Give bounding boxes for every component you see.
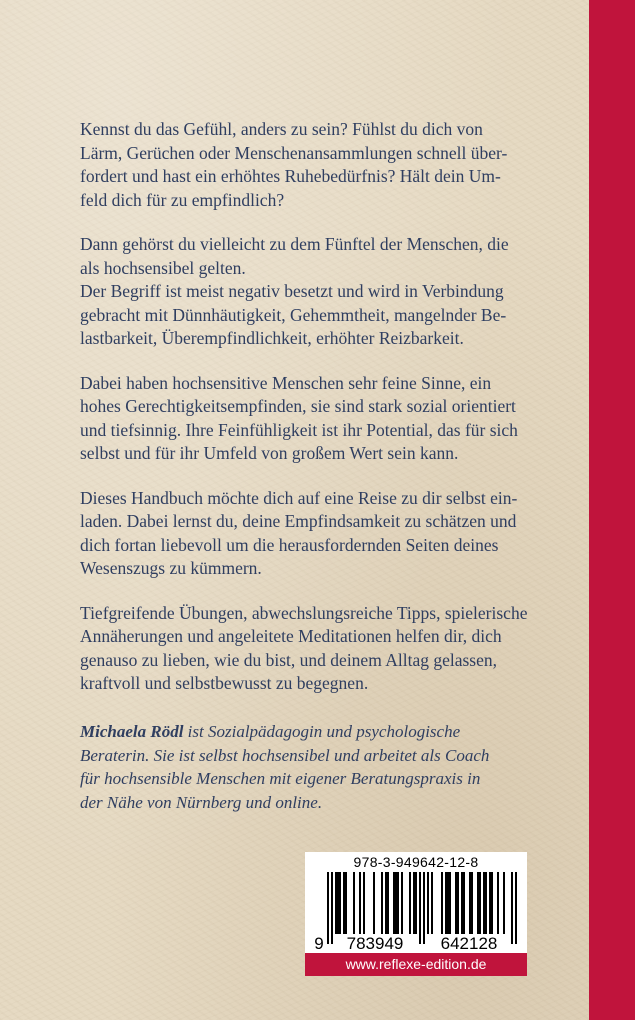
barcode-bar	[491, 872, 493, 934]
text-line: gebracht mit Dünnhäutigkeit, Gehemmtheit, mangelnder Be-	[80, 304, 507, 325]
barcode-bars	[305, 852, 527, 953]
barcode-bar	[431, 872, 433, 934]
text-line: feld dich für zu empfindlich?	[80, 189, 285, 210]
barcode-bar	[483, 872, 485, 934]
barcode-bar	[489, 872, 491, 934]
barcode-bar	[395, 872, 397, 934]
barcode-bar	[413, 872, 415, 934]
bio-text: ist Sozialpädagogin und psychologische	[183, 722, 461, 741]
barcode-bar	[477, 872, 479, 934]
barcode-bar	[397, 872, 399, 934]
barcode-bar	[503, 872, 505, 934]
barcode-bar	[373, 872, 375, 934]
barcode-bar	[409, 872, 411, 934]
barcode-bar	[415, 872, 417, 934]
barcode-bar	[343, 872, 345, 934]
paragraph-4	[80, 487, 554, 581]
text-line: Annäherungen und angeleitete Meditationen helfen dir, dich	[80, 626, 502, 646]
text-line: Dieses Handbuch möchte dich auf eine Reise zu dir selbst ein-	[80, 487, 518, 508]
bio-line: der Nähe von Nürnberg und online.	[80, 792, 323, 812]
text-line: Lärm, Gerüchen oder Menschenansammlungen schnell über-	[80, 142, 508, 163]
isbn-label: 978-3-949642-12-8	[353, 854, 479, 870]
text-line: hohes Gerechtigkeitsempfinden, sie sind stark sozial orientiert	[80, 396, 516, 416]
bio-line	[80, 720, 550, 744]
text-line: Tiefgreifende Übungen, abwechslungsreiche Tipps, spielerische	[80, 602, 528, 623]
barcode-digit-first: 9	[314, 934, 324, 953]
barcode-bar	[485, 872, 487, 934]
barcode-bar	[511, 872, 513, 944]
barcode-digits-right: 642128	[440, 934, 498, 953]
barcode-bar	[449, 872, 451, 934]
barcode-bar	[393, 872, 395, 934]
barcode-bar	[455, 872, 457, 934]
text-line: Dann gehörst du vielleicht zu dem Fünftel der Menschen, die	[80, 234, 509, 254]
barcode-bar	[441, 872, 443, 934]
barcode-bar	[457, 872, 459, 934]
barcode-bar	[327, 872, 329, 944]
blurb	[80, 118, 554, 717]
text-line: dich fortan liebevoll um die herausfordernden Seiten deines	[80, 534, 499, 555]
barcode-bar	[423, 872, 425, 944]
barcode-bar	[381, 872, 383, 934]
barcode-bar	[463, 872, 465, 934]
barcode-bar	[331, 872, 333, 944]
text-line: Wesenszugs zu kümmern.	[80, 558, 262, 578]
barcode-bar	[363, 872, 365, 934]
text-line: fordert und hast ein erhöhtes Ruhebedürfnis? Hält dein Um-	[80, 166, 501, 186]
barcode-bar	[471, 872, 473, 934]
barcode-bar	[337, 872, 339, 934]
paragraph-1	[80, 118, 554, 212]
barcode-bar	[461, 872, 463, 934]
text-line: genauso zu lieben, wie du bist, und deinem Alltag gelassen,	[80, 649, 497, 670]
text-line: selbst und für ihr Umfeld von großem Wert sein kann.	[80, 443, 459, 463]
barcode-bar	[339, 872, 341, 934]
text-line: Der Begriff ist meist negativ besetzt und wird in Verbindung	[80, 281, 504, 301]
spine-stripe	[589, 0, 635, 1020]
barcode-bar	[427, 872, 429, 934]
paragraph-2	[80, 233, 554, 351]
barcode-bar	[447, 872, 449, 934]
barcode-bar	[469, 872, 471, 934]
barcode-bar	[445, 872, 447, 934]
barcode-bar	[401, 872, 403, 934]
text-line: als hochsensibel gelten.	[80, 257, 246, 278]
barcode-bar	[335, 872, 337, 934]
author-bio	[80, 720, 550, 814]
text-line: Kennst du das Gefühl, anders zu sein? Fühlst du dich von	[80, 119, 483, 139]
text-line: laden. Dabei lernst du, deine Empfindsamkeit zu schätzen und	[80, 511, 517, 531]
text-line: lastbarkeit, Überempfindlichkeit, erhöhter Reizbarkeit.	[80, 328, 464, 348]
barcode-bar	[359, 872, 361, 934]
bio-line: für hochsensible Menschen mit eigener Beratungspraxis in	[80, 769, 481, 788]
text-line: und tiefsinnig. Ihre Feinfühligkeit ist ihr Potential, das für sich	[80, 419, 518, 440]
text-line: Dabei haben hochsensitive Menschen sehr feine Sinne, ein	[80, 372, 492, 393]
barcode-bar	[497, 872, 499, 934]
barcode	[305, 852, 527, 953]
paragraph-5	[80, 602, 554, 696]
barcode-digits-left: 783949	[346, 934, 404, 953]
publisher-url[interactable]: www.reflexe-edition.de	[305, 953, 527, 976]
barcode-bar	[345, 872, 347, 934]
barcode-bar	[385, 872, 387, 934]
barcode-bar	[353, 872, 355, 934]
text-line: kraftvoll und selbstbewusst zu begegnen.	[80, 673, 369, 693]
barcode-bar	[419, 872, 421, 944]
barcode-bar	[387, 872, 389, 934]
barcode-bar	[479, 872, 481, 934]
paragraph-3	[80, 372, 554, 466]
author-name: Michaela Rödl	[80, 722, 184, 741]
bio-line: Beraterin. Sie ist selbst hochsensibel und arbeitet als Coach	[80, 745, 490, 765]
barcode-bar	[515, 872, 517, 944]
